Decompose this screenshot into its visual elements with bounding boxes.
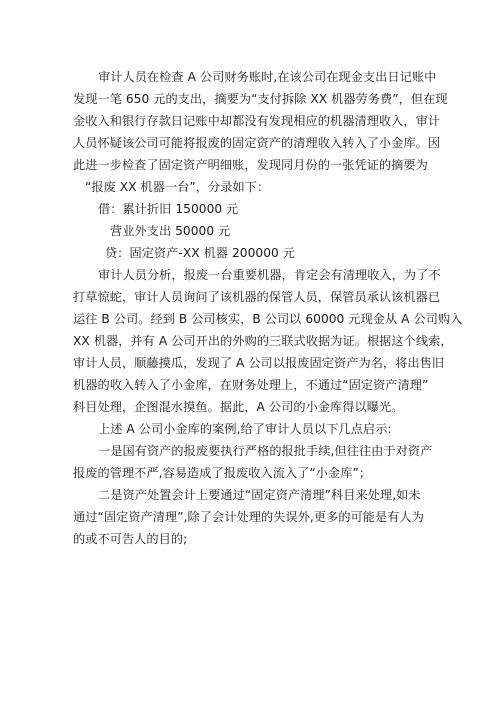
paragraph-line: 机器的收入转入了小金库，在财务处理上，不通过“固定资产清理” bbox=[73, 378, 429, 392]
paragraph-line: 此进一步检查了固定资产明细账，发现同月份的一张凭证的摘要为 bbox=[73, 158, 428, 172]
paragraph-line: 上述 A 公司小金库的案例,给了审计人员以下几点启示: bbox=[98, 422, 392, 436]
paragraph-line: 一是国有资产的报废要执行严格的报批手续,但往往由于对资产 bbox=[98, 444, 433, 458]
journal-entry-credit: 贷：固定资产-XX 机器 200000 元 bbox=[105, 246, 295, 260]
paragraph-line: 报废的管理不严,容易造成了报废收入流入了“小金库”； bbox=[73, 466, 372, 480]
paragraph-line: “报废 XX 机器一台”，分录如下： bbox=[85, 180, 270, 194]
paragraph-line: 发现一笔 650 元的支出，摘要为“支付拆除 XX 机器劳务费”，但在现 bbox=[73, 92, 448, 106]
paragraph-line: 通过“固定资产清理”,除了会计处理的失误外,更多的可能是有人为 bbox=[73, 510, 424, 524]
paragraph-line: 的或不可告人的目的; bbox=[73, 532, 188, 546]
document-body bbox=[73, 66, 463, 550]
journal-entry-debit: 借：累计折旧 150000 元 bbox=[98, 202, 239, 216]
paragraph-line: 二是资产处置会计上要通过“固定资产清理”科目来处理,如未 bbox=[98, 488, 421, 502]
paragraph-line: XX 机器，并有 A 公司开出的外购的三联式收据为证。根据这个线索， bbox=[73, 334, 453, 348]
paragraph-line: 金收入和银行存款日记账中却都没有发现相应的机器清理收入，审计 bbox=[73, 114, 441, 128]
paragraph-line: 打草惊蛇，审计人员询问了该机器的保管人员，保管员承认该机器已 bbox=[73, 290, 441, 304]
paragraph-line: 审计人员在检查 A 公司财务账时,在该公司在现金支出日记账中 bbox=[98, 70, 437, 84]
paragraph-line: 人员怀疑该公司可能将报废的固定资产的清理收入转入了小金库。因 bbox=[73, 136, 441, 150]
journal-entry-debit: 营业外支出 50000 元 bbox=[110, 224, 231, 238]
paragraph-line: 审计人员分析，报废一台重要机器，肯定会有清理收入，为了不 bbox=[98, 268, 441, 282]
paragraph-line: 审计人员，顺藤摸瓜，发现了 A 公司以报废固定资产为名，将出售旧 bbox=[73, 356, 445, 370]
paragraph-line: 运往 B 公司。经到 B 公司核实，B 公司以 60000 元现金从 A 公司购入 bbox=[73, 312, 463, 326]
paragraph-line: 科目处理，企图混水摸鱼。据此，A 公司的小金库得以曝光。 bbox=[73, 400, 404, 414]
